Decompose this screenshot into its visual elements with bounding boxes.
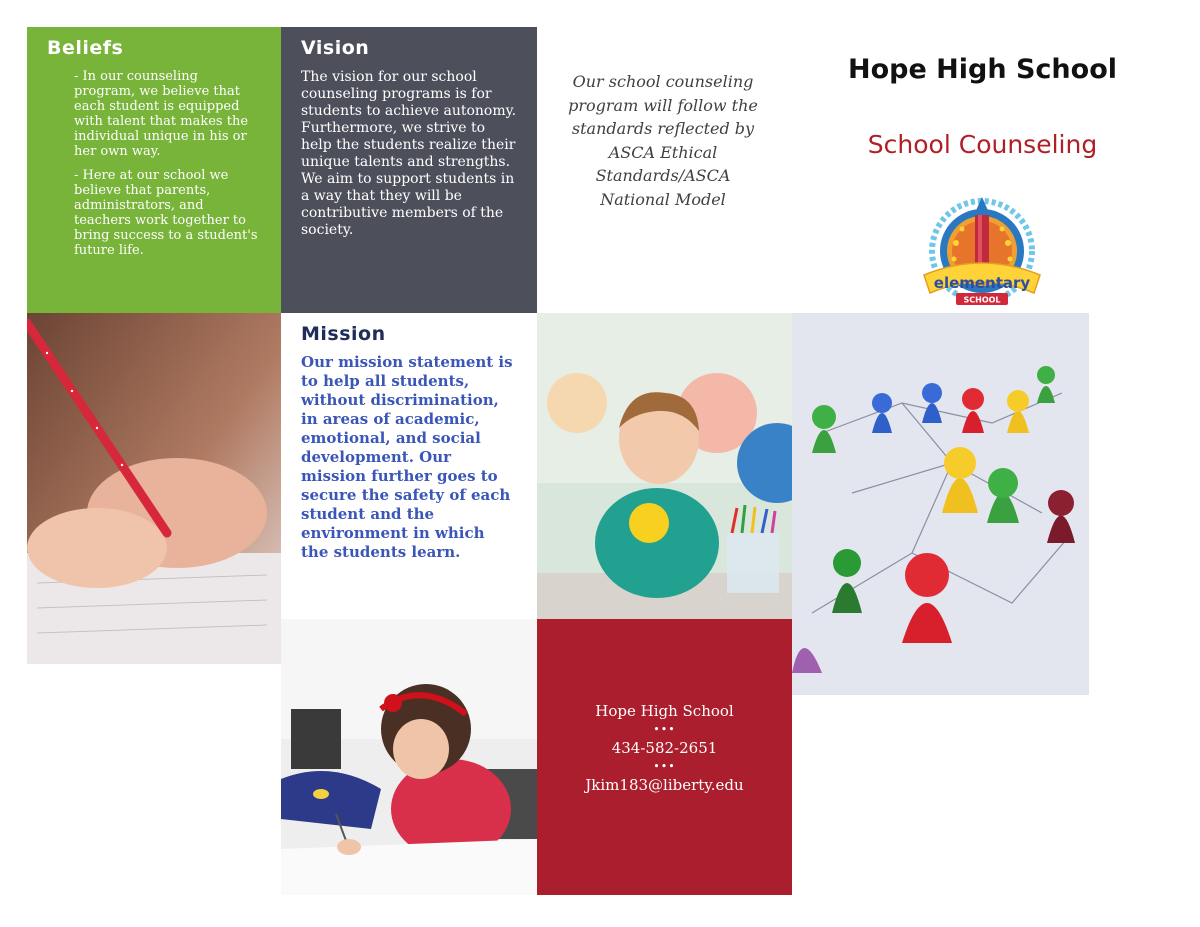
contact-phone: 434-582-2651 [611,739,718,757]
vision-title: Vision [301,37,370,59]
beliefs-item: - In our counseling program, we believe that each student is equipped with talent that makes the individual unique in his or her own way. [74,69,249,159]
beliefs-panel [27,27,281,313]
contact-panel [537,619,792,895]
vision-panel [281,27,537,313]
cover-subtitle: School Counseling [867,130,1098,159]
elementary-school-logo [918,193,1046,313]
vision-text: The vision for our school counseling programs is for students to achieve autonomy. Furthermore, we strive to help the students realize their unique talents and strengths. We aim to support students in a way that they will be contributive members of the society. [301,69,517,238]
photo-child-writing-pencil [27,313,281,664]
contact-email: Jkim183@liberty.edu [585,776,744,794]
mission-text: Our mission statement is to help all students, without discrimination, in areas of academic, emotional, and social development. Our mission further goes to secure the safety of each student and the environment in which the students learn. [301,353,513,561]
beliefs-list [47,69,261,258]
beliefs-item: - Here at our school we believe that parents, administrators, and teachers work together to bring success to a student's future life. [74,168,258,258]
mission-panel [281,313,537,619]
asca-statement: Our school counseling program will follow the standards reflected by ASCA Ethical Standards/ASCA National Model [568,72,758,209]
school-title: Hope High School [847,54,1117,85]
logo-text: elementary [933,274,1031,292]
photo-girl-drawing [281,619,537,895]
contact-school-name: Hope High School [595,702,734,720]
logo-subtext: SCHOOL [963,295,1001,305]
mission-title: Mission [301,323,386,345]
photo-game-pieces-network [792,313,1089,695]
contact-separator: ••• [653,759,676,773]
beliefs-title: Beliefs [47,37,124,59]
photo-smiling-boy [537,313,792,619]
contact-separator: ••• [653,722,676,736]
